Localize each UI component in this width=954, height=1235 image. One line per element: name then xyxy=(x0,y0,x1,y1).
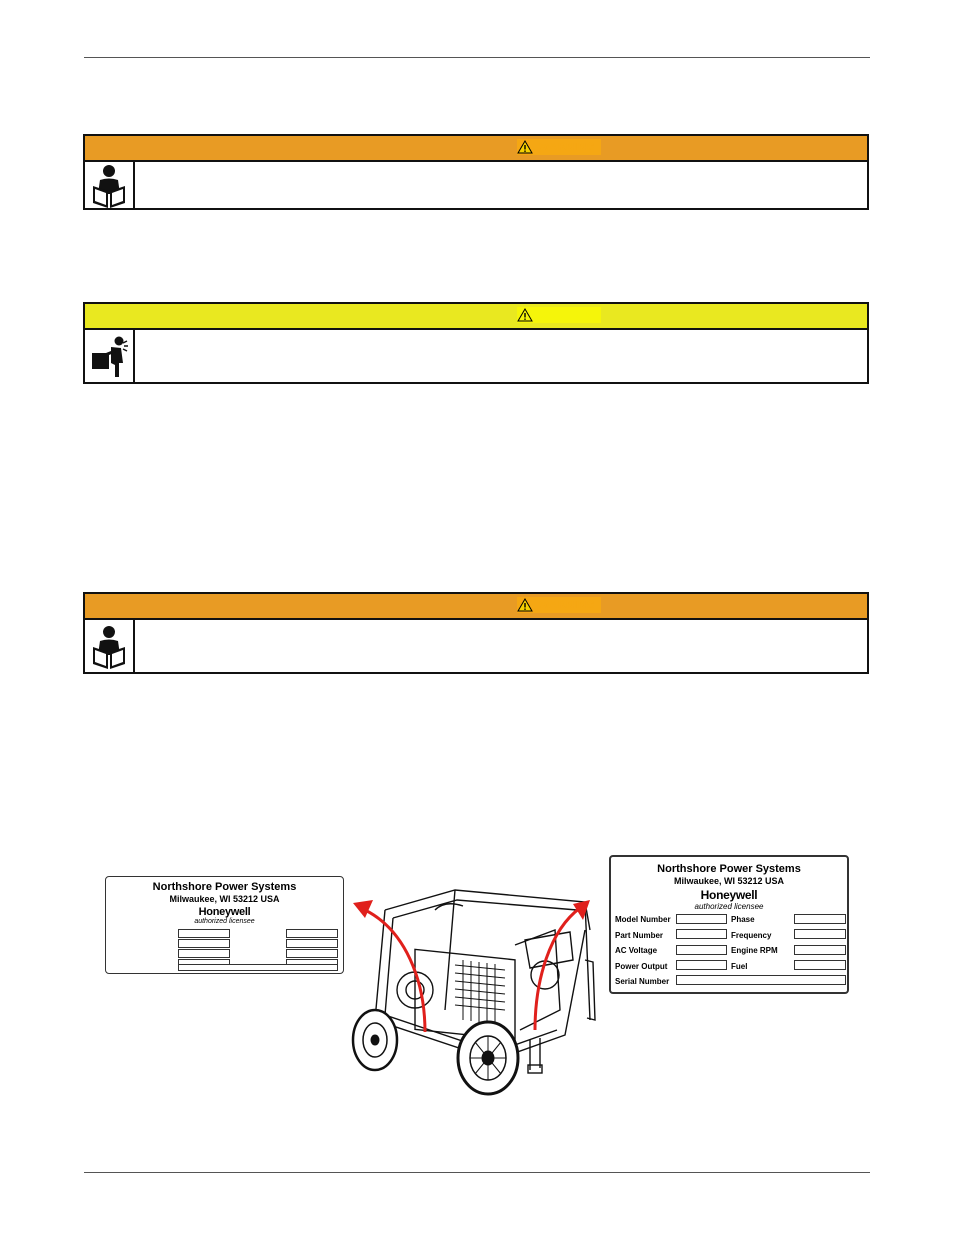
power-output-field xyxy=(676,960,727,970)
company-name: Northshore Power Systems xyxy=(152,881,297,893)
frequency-field xyxy=(794,929,846,939)
warning-text xyxy=(135,620,867,674)
warning-header xyxy=(85,136,867,162)
serial-number-field xyxy=(676,975,846,985)
model-number-field xyxy=(676,914,727,924)
ac-voltage-field xyxy=(676,945,727,955)
fuel-field xyxy=(794,960,846,970)
read-manual-icon xyxy=(90,164,128,208)
part-number-label: Part Number xyxy=(615,931,664,940)
warning-header xyxy=(85,594,867,620)
warning-text xyxy=(135,162,867,210)
company-address: Milwaukee, WI 53212 USA xyxy=(673,876,785,886)
caution-text xyxy=(135,330,867,384)
company-name: Northshore Power Systems xyxy=(657,863,801,875)
header-rule xyxy=(84,57,870,58)
footer-rule xyxy=(84,1172,870,1173)
blank-field xyxy=(178,949,230,958)
warning-triangle-icon xyxy=(517,308,533,322)
phase-label: Phase xyxy=(731,915,755,924)
signal-word: WARNING xyxy=(539,141,596,153)
blank-field xyxy=(178,929,230,938)
generator-illustration xyxy=(345,870,615,1100)
blank-field xyxy=(178,939,230,948)
engine-rpm-field xyxy=(794,945,846,955)
data-plate-left xyxy=(105,876,344,974)
warning-triangle-icon xyxy=(517,598,533,612)
blank-field xyxy=(286,929,338,938)
power-output-label: Power Output xyxy=(615,962,668,971)
read-manual-icon xyxy=(90,625,128,669)
company-address: Milwaukee, WI 53212 USA xyxy=(169,894,280,904)
brand-logo: Honeywell xyxy=(700,888,758,902)
serial-number-label: Serial Number xyxy=(615,977,670,986)
warning-box-2 xyxy=(83,592,869,674)
licensee-text: authorized licensee xyxy=(694,902,764,911)
brand-logo: Honeywell xyxy=(198,906,251,918)
licensee-text: authorized licensee xyxy=(194,918,255,925)
blank-field xyxy=(286,949,338,958)
engine-rpm-label: Engine RPM xyxy=(731,946,778,955)
blank-field-wide xyxy=(178,964,338,971)
heavy-lifting-icon xyxy=(89,335,129,379)
caution-box xyxy=(83,302,869,384)
warning-triangle-icon xyxy=(517,140,533,154)
frequency-label: Frequency xyxy=(731,931,772,940)
phase-field xyxy=(794,914,846,924)
model-number-label: Model Number xyxy=(615,915,671,924)
ac-voltage-label: AC Voltage xyxy=(615,946,658,955)
part-number-field xyxy=(676,929,727,939)
data-plate-right xyxy=(609,855,849,994)
fuel-label: Fuel xyxy=(731,962,748,971)
signal-word: WARNING xyxy=(539,599,596,611)
blank-field xyxy=(286,939,338,948)
signal-word: CAUTION xyxy=(539,309,593,321)
warning-box-1 xyxy=(83,134,869,210)
caution-header xyxy=(85,304,867,330)
